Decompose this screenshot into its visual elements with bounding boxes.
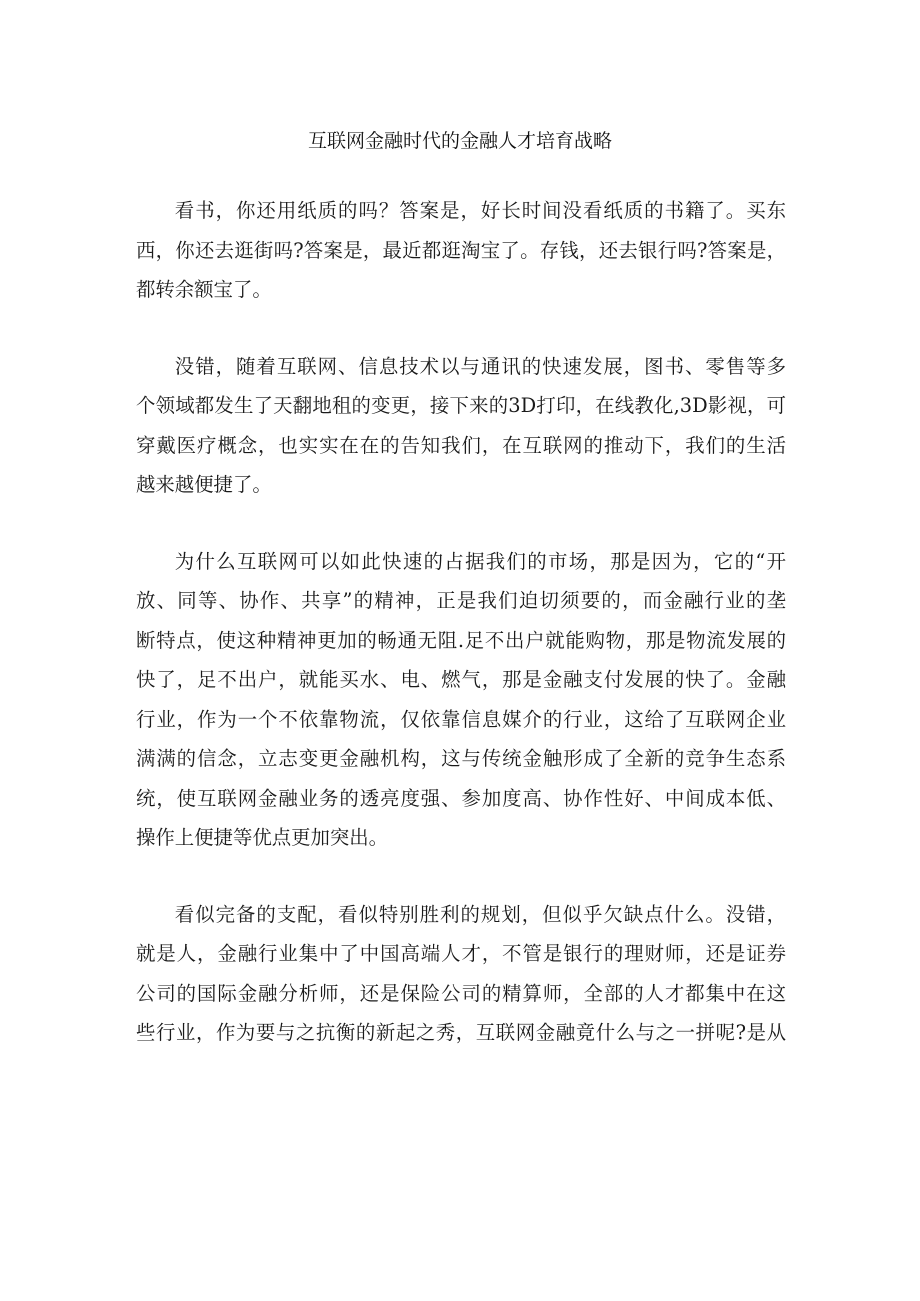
paragraph-3 [136, 542, 786, 858]
paragraph-2 [136, 347, 786, 505]
paragraph-line: 西，你还去逛街吗?答案是，最近都逛淘宝了。存钱，还去银行吗?答案是， [136, 238, 786, 262]
paragraph-line: 穿戴医疗概念，也实实在在的告知我们，在互联网的推动下，我们的生活 [136, 433, 786, 457]
paragraph-line: 没错，随着互联网、信息技术以与通讯的快速发展，图书、零售等多 [174, 354, 786, 378]
paragraph-line: 个领域都发生了天翻地租的变更，接下来的3D打印，在线教化,3D影视，可 [136, 394, 786, 417]
paragraph-line: 公司的国际金融分析师，还是保险公司的精算师，全部的人才都集中在这 [136, 981, 786, 1005]
paragraph-line: 都转余额宝了。 [136, 278, 272, 301]
paragraph-line: 看书，你还用纸质的吗？答案是，好长时间没看纸质的书籍了。买东 [174, 199, 786, 222]
paragraph-1 [136, 191, 786, 310]
paragraph-line: 些行业，作为要与之抗衡的新起之秀，互联网金融竟什么与之一拼呢?是从 [136, 1021, 786, 1044]
paragraph-line: 操作上便捷等优点更加突出。 [136, 826, 389, 849]
paragraph-line: 看似完备的支配，看似特别胜利的规划，但似乎欠缺点什么。没错， [174, 902, 786, 926]
paragraph-line: 越来越便捷了。 [136, 473, 272, 496]
document-title: 互联网金融时代的金融人才培育战略 [307, 130, 612, 152]
paragraph-line: 为什么互联网可以如此快速的占据我们的市场，那是因为，它的“开 [174, 549, 786, 573]
paragraph-line: 满满的信念，立志变更金融机构，这与传统金触形成了全新的竞争生态系 [136, 747, 786, 770]
paragraph-line: 行业，作为一个不依靠物流，仅依靠信息媒介的行业，这给了互联网企业 [136, 707, 786, 731]
paragraph-line: 放、同等、协作、共享”的精神，正是我们迫切须要的，而金融行业的垄 [136, 589, 786, 612]
paragraph-line: 就是人，金融行业集中了中国高端人才，不管是银行的理财师，还是证券 [136, 942, 786, 965]
document-body [136, 191, 786, 1090]
paragraph-line: 断特点，使这种精神更加的畅通无阻.足不出户就能购物，那是物流发展的 [136, 628, 786, 652]
paragraph-line: 快了，足不出户，就能买水、电、燃气，那是金融支付发展的快了。金融 [136, 668, 786, 691]
paragraph-4 [136, 895, 786, 1053]
paragraph-line: 统，使互联网金融业务的透亮度强、参加度高、协作性好、中间成本低、 [136, 786, 786, 810]
